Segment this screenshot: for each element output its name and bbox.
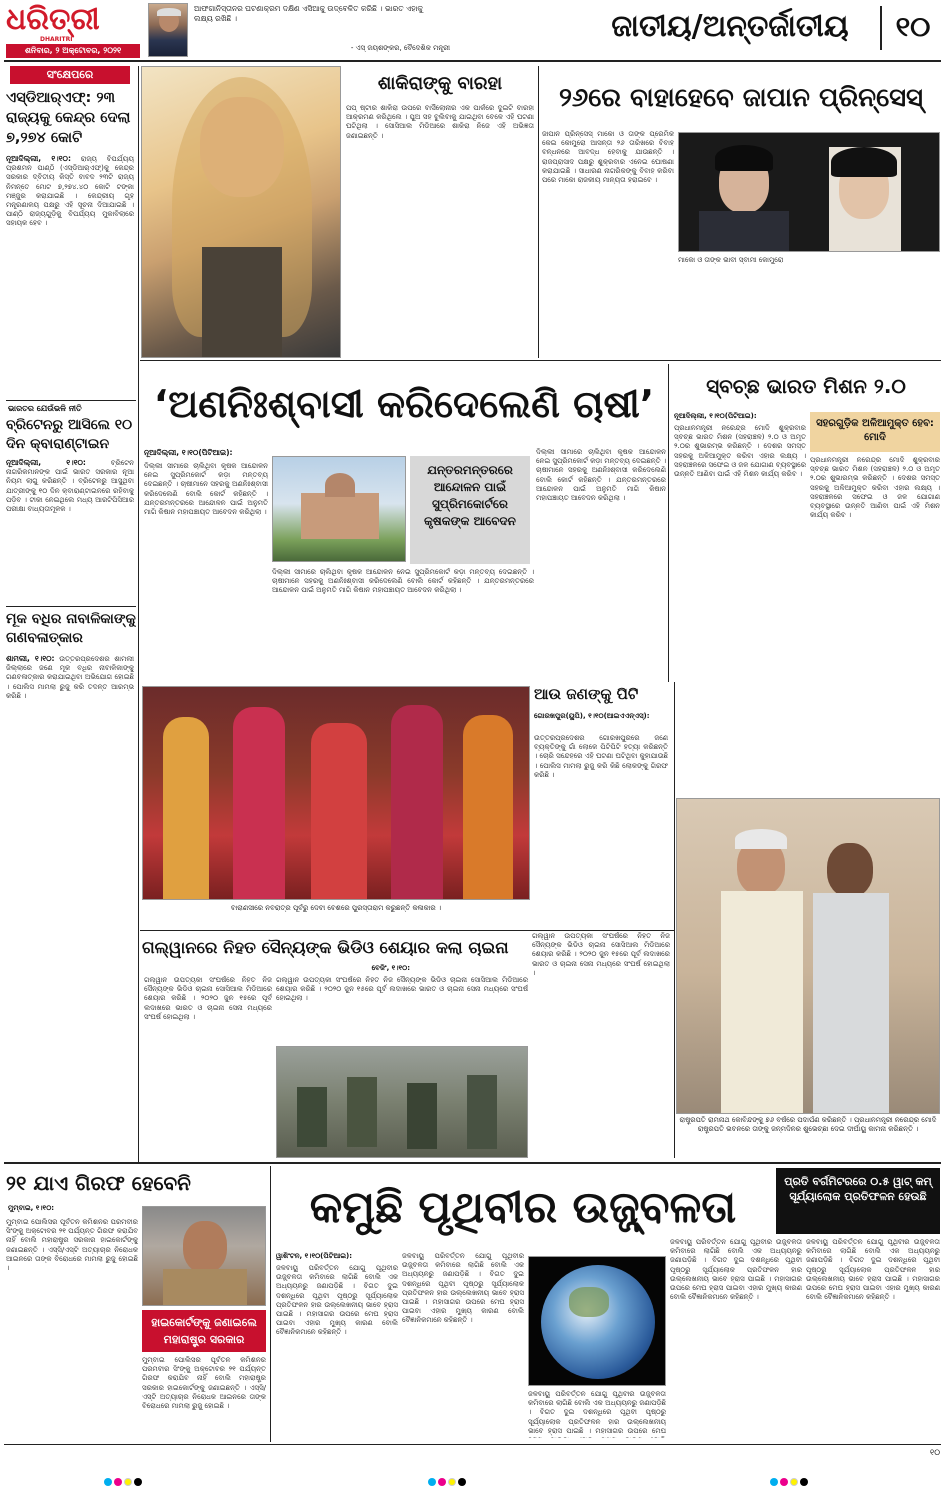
shakira-headline: ଶାକିରାଙ୍କୁ ବାରହା (377, 73, 503, 94)
parambir-photo (142, 1206, 266, 1306)
earth-body-c: ଜଳବାୟୁ ପରିବର୍ତ୍ତନ ଯୋଗୁ ପୃଥିବୀର ଉଜ୍ଜ୍ବଳତା କମିବାରେ ଲାଗିଛି ବୋଲି ଏକ ଅଧ୍ୟୟନରୁ ଜଣାପଡ଼ିଛି । ବିଗତ ଦୁଇ ଦଶନ୍ଧିରେ ପୃଥିବୀ ପୃଷ୍ଠରୁ ସୂର୍ଯ୍ୟାଲୋକ ପ୍ରତିଫଳନ ହାର ଉଲ୍ଲେଖନୀୟ ଭାବେ ହ୍ରାସ ପାଇଛି । ମହାସାଗର ଉପରେ ମେଘ (528, 1390, 666, 1435)
brief-1-dateline: ନୂଆଦିଲ୍ଲୀ, ୧।୧୦: (6, 458, 86, 467)
masthead-quote: ଆଫଗାନିସ୍ତାନର ଘଟଣାକ୍ରମ ଦକ୍ଷିଣ ଏସିଆକୁ ଉଦ୍ବେଳିତ କରିଛି । ଭାରତ ଏହାକୁ ଲକ୍ଷ୍ୟ ରଖିଛି । (194, 4, 423, 23)
quote-portrait (148, 3, 188, 57)
galwan-headline: ଗଲ୍‌ୱାନରେ ନିହତ ସୈନ୍ୟଙ୍କ ଭିଡିଓ ଶେୟାର କଲା ଚାଇନା (142, 938, 509, 957)
galwan-body-c: ଗଲ୍‌ୱାନ ଉପତ୍ୟକା ସଂଘର୍ଷରେ ନିହତ ନିଜ ସୈନ୍ୟଙ୍କ ଭିଡିଓ ଚାଇନା ସୋସିଆଲ ମିଡିଆରେ ଶେୟାର କରିଛି । ୨୦୨୦ ଜୁନ ୧୫ରେ ପୂର୍ବ ଲଦାଖରେ ଭାରତ ଓ ଚାଇନା ସେନା ମଧ୍ୟରେ ସଂଘର୍ଷ ହୋଇଥିଲା । (532, 932, 670, 977)
navaratri-photo (142, 686, 530, 900)
parambir-box: ହାଇକୋର୍ଟଙ୍କୁ ଜଣାଇଲେ ମହାରାଷ୍ଟ୍ର ସରକାର (142, 1310, 266, 1352)
galwan-photo (276, 1046, 528, 1158)
shakira-photo (141, 66, 341, 358)
earth-headline: କମୁଛି ପୃଥିବୀର ଉଜ୍ଜ୍ବଳତା (309, 1182, 737, 1233)
galwan-dateline: ବେଜିଂ, ୧।୧୦: (371, 964, 410, 972)
farmers-body-a: ଦିଲ୍ଲୀ ସୀମାରେ ଚାଲିଥିବା କୃଷକ ଆନ୍ଦୋଳନ ନେଇ ସୁପ୍ରିମକୋର୍ଟ କଡ଼ା ମନ୍ତବ୍ୟ ଦେଇଛନ୍ତି । ଚାଷୀମାନେ ସହରକୁ ଅଣନିଃଶ୍ବାସୀ କରିଦେଲେଣି ବୋଲି କୋର୍ଟ କହିଛନ୍ତି । ଯନ୍ତରମନ୍ତରରେ ଆନ୍ଦୋଳନ ପାଇଁ ଅନୁମତି ମାଗି କିଷାନ ମହାପଞ୍ଚାୟତ ଆବେଦନ କରିଥିଲା । (144, 462, 268, 517)
japan-caption: ମାକୋ ଓ ତାଙ୍କ ଭାବୀ ସ୍ବାମୀ କୋମୁରୋ (678, 256, 784, 264)
swachh-headline: ସ୍ବଚ୍ଛ ଭାରତ ମିଶନ ୨.୦ (706, 374, 906, 398)
modi-kovind-caption: ରାଷ୍ଟ୍ରପତି ରାମନାଥ କୋବିନ୍ଦଙ୍କୁ ୭୬ ବର୍ଷରେ ପଦାର୍ପଣ କରିଛନ୍ତି । ପ୍ରଧାନମନ୍ତ୍ରୀ ନରେନ୍ଦ୍ର ମୋଦି ରାଷ୍ଟ୍ରପତି ଭବନରେ ତାଙ୍କୁ ଜନ୍ମଦିନର ଶୁଭେଚ୍ଛା ଦେଇ ଦୀର୍ଘାୟୁ କାମନା କରିଛନ୍ତି । (679, 1116, 937, 1133)
page-number: ୧୦ (895, 10, 931, 43)
logo (6, 2, 146, 42)
brief-1-text: ବ୍ରିଟେନ ନାଗରିକମାନଙ୍କ ପାଇଁ ଭାରତ ସରକାର ନୂଆ ନିୟମ ଲାଗୁ କରିଛନ୍ତି । ବ୍ରିଟେନରୁ ଆସୁଥିବା ଯାତ୍ରୀଙ୍କୁ ୧୦ ଦିନ କ୍ବାରାଣ୍ଟାଇନରେ ରହିବାକୁ ପଡ଼ିବ । ଟୀକା ନେଇଥିଲେ ମଧ୍ୟ ଆରଟିପିସିଆର ପରୀକ୍ଷା ବାଧ୍ୟତାମୂଳକ । (6, 459, 134, 514)
masthead-date: ଶନିବାର, ୨ ଅକ୍ଟୋବର, ୨୦୨୧ (6, 44, 140, 58)
lynching-headline: ଆଉ ଜଣଙ୍କୁ ପିଟି (534, 685, 639, 703)
section-title: ଜାତୀୟ/ଅନ୍ତର୍ଜାତୀୟ (611, 9, 849, 44)
brief-1-kicker: ଭାରତର ଯେଉଁଭଳି ନୀତି (8, 404, 82, 413)
brief-2-text: ଉତ୍ତରପ୍ରଦେଶର ଶାମଲୀ ଜିଲ୍ଲାରେ ଜଣେ ମୂକ ବଧିର ନାବାଳିକାଙ୍କୁ ଗଣବଳାତ୍କାର କରାଯାଇଥିବା ଅଭିଯୋଗ ହୋଇଛି । ପୋଲିସ ମାମଲା ରୁଜୁ କରି ତଦନ୍ତ ଆରମ୍ଭ କରିଛି । (6, 655, 134, 700)
farmers-sidebar: ଯନ୍ତରମନ୍ତରରେ ଆନ୍ଦୋଳନ ପାଇଁ ସୁପ୍ରିମକୋର୍ଟରେ କୃଷକଙ୍କ ଆବେଦନ (410, 456, 530, 564)
lynching-body: ଉତ୍ତରପ୍ରଦେଶର ଗୋରଖପୁରରେ ଜଣେ ବ୍ୟକ୍ତିଙ୍କୁ ଗାଁ ଲୋକେ ପିଟିପିଟି ହତ୍ୟା କରିଛନ୍ତି । ଚୋରି ସନ୍ଦେହରେ ଏହି ଘଟଣା ଘଟିଥିବା କୁହାଯାଉଛି । ପୋଲିସ ମାମଲା ରୁଜୁ କରି କିଛି ଲୋକଙ୍କୁ ଗିରଫ କରିଛି । (534, 734, 668, 779)
earth-body-a: ଜଳବାୟୁ ପରିବର୍ତ୍ତନ ଯୋଗୁ ପୃଥିବୀର ଉଜ୍ଜ୍ବଳତା କମିବାରେ ଲାଗିଛି ବୋଲି ଏକ ଅଧ୍ୟୟନରୁ ଜଣାପଡ଼ିଛି । ବିଗତ ଦୁଇ ଦଶନ୍ଧିରେ ପୃଥିବୀ ପୃଷ୍ଠରୁ ସୂର୍ଯ୍ୟାଲୋକ ପ୍ରତିଫଳନ ହାର ଉଲ୍ଲେଖନୀୟ ଭାବେ ହ୍ରାସ ପାଇଛି । ମହାସାଗର ଉପରେ ମେଘ ହ୍ରାସ ପାଇବା ଏହାର ମୁଖ୍ୟ କାରଣ ବୋଲି ବୈଜ୍ଞାନିକମାନେ କହିଛନ୍ତି । (276, 1264, 398, 1337)
lynching-dateline: ଗୋରଖପୁର(ୟୁପି), ୧।୧୦(ଆଇଏଏନ୍‌ଏସ୍): (534, 712, 650, 720)
swachh-box: ସହରଗୁଡ଼ିକ ଅଳିଆମୁକ୍ତ ହେବ: ମୋଦି (810, 412, 940, 452)
earth-body-e: ଜଳବାୟୁ ପରିବର୍ତ୍ତନ ଯୋଗୁ ପୃଥିବୀର ଉଜ୍ଜ୍ବଳତା କମିବାରେ ଲାଗିଛି ବୋଲି ଏକ ଅଧ୍ୟୟନରୁ ଜଣାପଡ଼ିଛି । ବିଗତ ଦୁଇ ଦଶନ୍ଧିରେ ପୃଥିବୀ ପୃଷ୍ଠରୁ ସୂର୍ଯ୍ୟାଲୋକ ପ୍ରତିଫଳନ ହାର ଉଲ୍ଲେଖନୀୟ ଭାବେ ହ୍ରାସ ପାଇଛି । ମହାସାଗର ଉପରେ ମେଘ ହ୍ରାସ ପାଇବା ଏହାର ମୁଖ୍ୟ କାରଣ ବୋଲି ବୈଜ୍ଞାନିକମାନେ କହିଛନ୍ତି । (806, 1238, 940, 1302)
masthead-quote-author: - ଏସ୍ ଜୟଶଙ୍କର, ବୈଦେଶିକ ମନ୍ତ୍ରୀ (350, 44, 450, 52)
brief-1-headline: ବ୍ରିଟେନରୁ ଆସିଲେ ୧୦ ଦିନ କ୍ବାରାଣ୍ଟାଇନ (6, 417, 133, 452)
brief-2-headline: ମୂକ ବଧିର ନାବାଳିକାଙ୍କୁ ଗଣବଳାତ୍କାର (6, 611, 136, 646)
brief-2-body (6, 654, 134, 1154)
shakira-body: ପପ୍ ଷ୍ଟାର ଶାକିରା ଉପରେ ବାର୍ସିଲୋନାର ଏକ ପାର୍କରେ ଦୁଇଟି ବାରହା ଆକ୍ରମଣ କରିଥିଲେ । ପୁଅ ସହ ବୁଲିବାକୁ ଯାଇଥିବା ବେଳେ ଏହି ଘଟଣା ଘଟିଥିଲା । ସୋସିଆଲ ମିଡିଆରେ ଶାକିରା ନିଜେ ଏହି ଅଭିଜ୍ଞତା ଜଣାଇଛନ୍ତି । (346, 104, 534, 140)
galwan-body-a: ଗଲ୍‌ୱାନ ଉପତ୍ୟକା ସଂଘର୍ଷରେ ନିହତ ନିଜ ସୈନ୍ୟଙ୍କ ଭିଡିଓ ଚାଇନା ସୋସିଆଲ ମିଡିଆରେ ଶେୟାର କରିଛି । ୨୦୨୦ ଜୁନ ୧୫ରେ ପୂର୍ବ ଲଦାଖରେ ଭାରତ ଓ ଚାଇନା ସେନା ମଧ୍ୟରେ ସଂଘର୍ଷ ହୋଇଥିଲା । (144, 976, 272, 1021)
logo-subtitle: DHARITRI (40, 36, 73, 43)
brief-2-dateline: ଶାମଲୀ, ୧।୧୦: (6, 654, 55, 663)
footer-page-number: ୧୦ (930, 1448, 940, 1457)
japan-photo (678, 132, 940, 252)
sankshepare-body (6, 154, 134, 392)
earth-photo (528, 1256, 666, 1386)
farmers-body-c: ଦିଲ୍ଲୀ ସୀମାରେ ଚାଲିଥିବା କୃଷକ ଆନ୍ଦୋଳନ ନେଇ ସୁପ୍ରିମକୋର୍ଟ କଡ଼ା ମନ୍ତବ୍ୟ ଦେଇଛନ୍ତି । ଚାଷୀମାନେ ସହରକୁ ଅଣନିଃଶ୍ବାସୀ କରିଦେଲେଣି ବୋଲି କୋର୍ଟ କହିଛନ୍ତି । ଯନ୍ତରମନ୍ତରରେ ଆନ୍ଦୋଳନ ପାଇଁ ଅନୁମତି ମାଗି କିଷାନ ମହାପଞ୍ଚାୟତ ଆବେଦନ କରିଥିଲା । (536, 448, 666, 503)
earth-body-b: ଜଳବାୟୁ ପରିବର୍ତ୍ତନ ଯୋଗୁ ପୃଥିବୀର ଉଜ୍ଜ୍ବଳତା କମିବାରେ ଲାଗିଛି ବୋଲି ଏକ ଅଧ୍ୟୟନରୁ ଜଣାପଡ଼ିଛି । ବିଗତ ଦୁଇ ଦଶନ୍ଧିରେ ପୃଥିବୀ ପୃଷ୍ଠରୁ ସୂର୍ଯ୍ୟାଲୋକ ପ୍ରତିଫଳନ ହାର ଉଲ୍ଲେଖନୀୟ ଭାବେ ହ୍ରାସ ପାଇଛି । ମହାସାଗର ଉପରେ ମେଘ ହ୍ରାସ ପାଇବା ଏହାର ମୁଖ୍ୟ କାରଣ ବୋଲି ବୈଜ୍ଞାନିକମାନେ କହିଛନ୍ତି । (402, 1252, 524, 1325)
parambir-dateline: ମୁମ୍ବାଇ, ୧।୧୦: (8, 1204, 55, 1212)
sankshepare-dateline: ନୂଆଦିଲ୍ଲୀ, ୧।୧୦: (6, 154, 71, 163)
supreme-court-photo (272, 456, 406, 562)
masthead (0, 0, 945, 60)
swachh-dateline: ନୂଆଦିଲ୍ଲୀ, ୧।୧୦(ପିଟିଆଇ): (674, 412, 757, 420)
japan-body: ଜାପାନ ପ୍ରିନ୍‌ସେସ୍ ମାକୋ ଓ ତାଙ୍କ ପ୍ରେମିକ କେଇ କୋମୁରୋ ଆସନ୍ତା ୨୬ ତାରିଖରେ ବିବାହ ବନ୍ଧନରେ ଆବଦ୍ଧ ହେବାକୁ ଯାଉଛନ୍ତି । ରାଜପ୍ରାସାଦ ପକ୍ଷରୁ ଶୁକ୍ରବାର ଏନେଇ ଘୋଷଣା କରାଯାଇଛି । ସାଧାରଣ ନାଗରିକଙ୍କୁ ବିବାହ କରିବା ପରେ ମାକୋ ରାଜକୀୟ ମାନ୍ୟତା ହରାଇବେ । (542, 130, 674, 185)
navaratri-caption: ବାରାଣସୀରେ ନବରାତ୍ର ପୂର୍ବରୁ ଦେବୀ ବେଶରେ ପୁରସ୍ତାରାମ କରୁଛନ୍ତି କଳାକାର । (230, 904, 442, 912)
sankshepare-headline: ଏସ୍‌ଡିଆର୍‌ଏଫ୍: ୨୩ ରାଜ୍ୟକୁ କେନ୍ଦ୍ର ଦେଲା ୭,୨୭୪ କୋଟି (6, 90, 131, 146)
farmers-body-b: ଦିଲ୍ଲୀ ସୀମାରେ ଚାଲିଥିବା କୃଷକ ଆନ୍ଦୋଳନ ନେଇ ସୁପ୍ରିମକୋର୍ଟ କଡ଼ା ମନ୍ତବ୍ୟ ଦେଇଛନ୍ତି । ଚାଷୀମାନେ ସହରକୁ ଅଣନିଃଶ୍ବାସୀ କରିଦେଲେଣି ବୋଲି କୋର୍ଟ କହିଛନ୍ତି । ଯନ୍ତରମନ୍ତରରେ ଆନ୍ଦୋଳନ ପାଇଁ ଅନୁମତି ମାଗି କିଷାନ ମହାପଞ୍ଚାୟତ ଆବେଦନ କରିଥିଲା । (272, 568, 534, 595)
earth-body-d: ଜଳବାୟୁ ପରିବର୍ତ୍ତନ ଯୋଗୁ ପୃଥିବୀର ଉଜ୍ଜ୍ବଳତା କମିବାରେ ଲାଗିଛି ବୋଲି ଏକ ଅଧ୍ୟୟନରୁ ଜଣାପଡ଼ିଛି । ବିଗତ ଦୁଇ ଦଶନ୍ଧିରେ ପୃଥିବୀ ପୃଷ୍ଠରୁ ସୂର୍ଯ୍ୟାଲୋକ ପ୍ରତିଫଳନ ହାର ଉଲ୍ଲେଖନୀୟ ଭାବେ ହ୍ରାସ ପାଇଛି । ମହାସାଗର ଉପରେ ମେଘ ହ୍ରାସ ପାଇବା ଏହାର ମୁଖ୍ୟ କାରଣ ବୋଲି ବୈଜ୍ଞାନିକମାନେ କହିଛନ୍ତି । (670, 1238, 802, 1302)
earth-dateline: ୱାଶିଂଟନ, ୧।୧୦(ପିଟିଆଇ): (276, 1252, 353, 1260)
sankshepare-text: ରାଜ୍ୟ ବିପର୍ଯ୍ୟୟ ପ୍ରଶମନ ପାଣ୍ଠି (ଏସ୍‌ଡିଆର୍‌ଏଫ୍)କୁ କେନ୍ଦ୍ର ସରକାର ଦ୍ବିତୀୟ କିସ୍ତି ବାବଦ ୨୩ଟି ରାଜ୍ୟ ନିମନ୍ତେ ମୋଟ ୭,୨୭୪.୪୦ କୋଟି ଟଙ୍କା ମଞ୍ଜୁର କରାଯାଇଛି । କେନ୍ଦ୍ରୀୟ ଗୃହ ମନ୍ତ୍ରଣାଳୟ ପକ୍ଷରୁ ଏହି ସୂଚନା ଦିଆଯାଇଛି । ପାଣ୍ଠି ରାଜ୍ୟଗୁଡ଼ିକୁ ବିପର୍ଯ୍ୟୟ ମୁକାବିଲାରେ ସହାୟକ ହେବ । (6, 155, 134, 228)
parambir-body-a: ମୁମ୍ବାଇ ପୋଲିସର ପୂର୍ବତନ କମିଶନର ପରମବୀର ସିଂଙ୍କୁ ଅକ୍ଟୋବର ୨୧ ପର୍ଯ୍ୟନ୍ତ ଗିରଫ କରାଯିବ ନାହିଁ ବୋଲି ମହାରାଷ୍ଟ୍ର ସରକାର ହାଇକୋର୍ଟଙ୍କୁ ଜଣାଇଛନ୍ତି । ଏସ୍‌ସି/ଏସ୍‌ଟି ଅତ୍ୟାଚାର ନିରୋଧକ ଆଇନରେ ତାଙ୍କ ବିରୋଧରେ ମାମଲା ରୁଜୁ ହୋଇଛି । (6, 1218, 138, 1273)
modi-kovind-photo (676, 798, 940, 1114)
farmers-dateline: ନୂଆଦିଲ୍ଲୀ, ୧।୧୦(ପିଟିଆଇ): (144, 448, 233, 457)
logo-text: ଧରିତ୍ରୀ (6, 2, 100, 37)
farmers-headline: ‘ଅଣନିଃଶ୍ବାସୀ କରିଦେଲେଣି ଚାଷୀ’ (153, 382, 655, 426)
japan-headline: ୨୬ରେ ବାହାହେବେ ଜାପାନ ପ୍ରିନ୍‌ସେସ୍ (558, 83, 924, 113)
swachh-body-a: ପ୍ରଧାନମନ୍ତ୍ରୀ ନରେନ୍ଦ୍ର ମୋଦି ଶୁକ୍ରବାର ସ୍ବଚ୍ଛ ଭାରତ ମିଶନ (ସହରାଞ୍ଚଳ) ୨.୦ ଓ ଅମୃତ ୨.୦ର ଶୁଭାରମ୍ଭ କରିଛନ୍ତି । ଦେଶର ସମସ୍ତ ସହରକୁ ଅଳିଆମୁକ୍ତ କରିବା ଏହାର ଲକ୍ଷ୍ୟ । ସହରାଞ୍ଚଳରେ ସଫେଇ ଓ ଜଳ ଯୋଗାଣ ବ୍ୟବସ୍ଥାରେ ଉନ୍ନତି ଆଣିବା ପାଇଁ ଏହି ମିଶନ କାର୍ଯ୍ୟ କରିବ । (674, 424, 806, 479)
parambir-body-b: ମୁମ୍ବାଇ ପୋଲିସର ପୂର୍ବତନ କମିଶନର ପରମବୀର ସିଂଙ୍କୁ ଅକ୍ଟୋବର ୨୧ ପର୍ଯ୍ୟନ୍ତ ଗିରଫ କରାଯିବ ନାହିଁ ବୋଲି ମହାରାଷ୍ଟ୍ର ସରକାର ହାଇକୋର୍ଟଙ୍କୁ ଜଣାଇଛନ୍ତି । ଏସ୍‌ସି/ଏସ୍‌ଟି ଅତ୍ୟାଚାର ନିରୋଧକ ଆଇନରେ ତାଙ୍କ ବିରୋଧରେ ମାମଲା ରୁଜୁ ହୋଇଛି । (142, 1356, 266, 1411)
galwan-body-b: ଗଲ୍‌ୱାନ ଉପତ୍ୟକା ସଂଘର୍ଷରେ ନିହତ ନିଜ ସୈନ୍ୟଙ୍କ ଭିଡିଓ ଚାଇନା ସୋସିଆଲ ମିଡିଆରେ ଶେୟାର କରିଛି । ୨୦୨୦ ଜୁନ ୧୫ରେ ପୂର୍ବ ଲଦାଖରେ ଭାରତ ଓ ଚାଇନା ସେନା ମଧ୍ୟରେ ସଂଘର୍ଷ ହୋଇଥିଲା । (276, 976, 528, 1003)
earth-box: ପ୍ରତି ବର୍ଗମିଟରରେ ୦.୫ ୱାଟ୍ କମ୍ ସୂର୍ଯ୍ୟାଲୋକ ପ୍ରତିଫଳନ ହେଉଛି (776, 1168, 940, 1234)
parambir-headline: ୨୧ ଯାଏ ଗିରଫ ହେବେନି (6, 1171, 191, 1195)
brief-1-body (6, 458, 134, 598)
sankshepare-label: ସଂକ୍ଷେପରେ (10, 66, 130, 84)
swachh-body-b: ପ୍ରଧାନମନ୍ତ୍ରୀ ନରେନ୍ଦ୍ର ମୋଦି ଶୁକ୍ରବାର ସ୍ବଚ୍ଛ ଭାରତ ମିଶନ (ସହରାଞ୍ଚଳ) ୨.୦ ଓ ଅମୃତ ୨.୦ର ଶୁଭାରମ୍ଭ କରିଛନ୍ତି । ଦେଶର ସମସ୍ତ ସହରକୁ ଅଳିଆମୁକ୍ତ କରିବା ଏହାର ଲକ୍ଷ୍ୟ । ସହରାଞ୍ଚଳରେ ସଫେଇ ଓ ଜଳ ଯୋଗାଣ ବ୍ୟବସ୍ଥାରେ ଉନ୍ନତି ଆଣିବା ପାଇଁ ଏହି ମିଶନ କାର୍ଯ୍ୟ କରିବ । (810, 456, 940, 520)
